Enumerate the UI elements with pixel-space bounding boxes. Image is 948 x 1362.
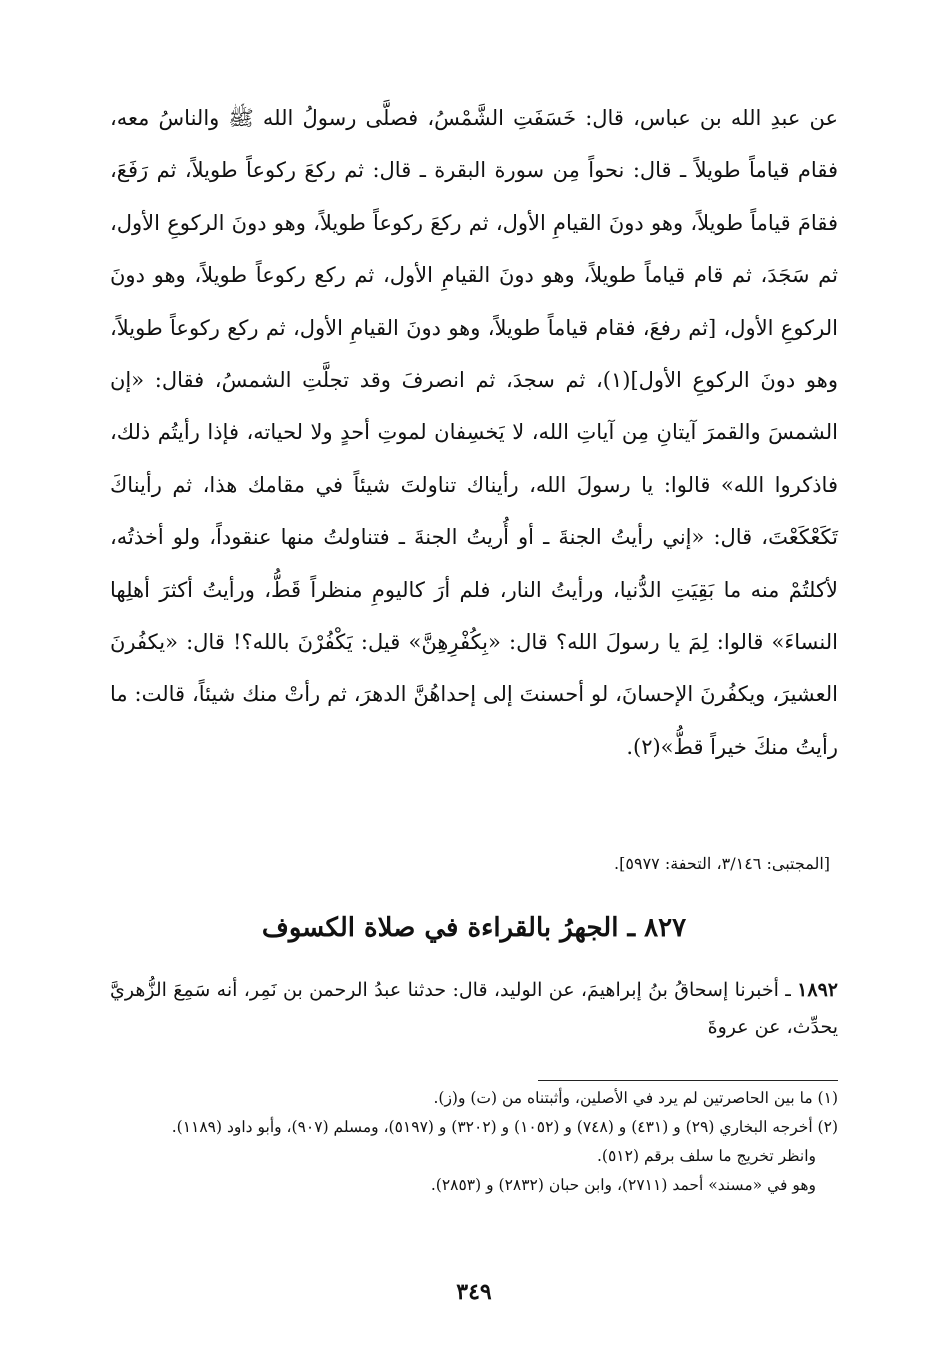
footnote-divider <box>538 1080 838 1081</box>
source-reference: [المجتبى: ٣/١٤٦، التحفة: ٥٩٧٧]. <box>614 854 830 873</box>
footnote-2: (٢) أخرجه البخاري (٢٩) و (٤٣١) و (٧٤٨) و (١٠٥٢) و (٣٢٠٢) و (٥١٩٧)، ومسلم (٩٠٧)، وأبو داود (١١٨٩). <box>171 1118 838 1136</box>
hadith-number: ١٨٩٢ <box>797 979 838 1001</box>
chapter-heading: ٨٢٧ ـ الجهرُ بالقراءة في صلاة الكسوف <box>261 913 687 943</box>
footnotes-list <box>110 1084 838 1200</box>
footnote-2-note-a: وانظر تخريج ما سلف برقم (٥١٢). <box>597 1147 816 1165</box>
page-number: ٣٤٩ <box>456 1279 492 1305</box>
footnote-2-note-b: وهو في «مسند» أحمد (٢٧١١)، وابن حبان (٢٨٣٢) و (٢٨٥٣). <box>430 1176 816 1194</box>
hadith-paragraph <box>110 972 838 1046</box>
hadith-chain-text: ـ أخبرنا إسحاقُ بنُ إبراهيمَ، عن الوليد، قال: حدثنا عبدُ الرحمن بن نَمِر، أنه سَمِعَ الزُّهريَّ يحدِّث، عن عروةَ <box>110 979 838 1038</box>
footnote-1: (١) ما بين الحاصرتين لم يرد في الأصلين، وأثبتناه من (ت) و(ز). <box>433 1089 838 1107</box>
hadith-body-text: عن عبدِ الله بن عباس، قال: خَسَفَتِ الشَّمْسُ، فصلَّى رسولُ الله ﷺ والناسُ معه، فقام قياماً طويلاً ـ قال: نحواً مِن سورة البقرة ـ قال: ثم ركعَ ركوعاً طويلاً، ثم رَفَعَ، فقامَ قياماً طويلاً، وهو دونَ القيامِ الأول، ثم ركعَ ركوعاً طويلاً، وهو دونَ الركوعِ الأول، ثم سَجَدَ، ثم قام قياماً طويلاً، وهو دونَ القيامِ الأول، ثم ركع ركوعاً طويلاً، وهو دونَ الركوعِ الأول، [ثم رفعَ، فقام قياماً طويلاً، وهو دونَ القيامِ الأول، ثم ركع ركوعاً طويلاً، وهو دونَ الركوعِ الأول](١)، ثم سجدَ، ثم انصرفَ وقد تجلَّتِ الشمسُ، فقال: «إن الشمسَ والقمرَ آيتانِ مِن آياتِ الله، لا يَخسِفان لموتِ أحدٍ ولا لحياته، فإذا رأيتُم ذلك، فاذكروا الله» قالوا: يا رسولَ الله، رأيناك تناولتَ شيئاً في مقامك هذا، ثم رأيناكَ تَكَعْكَعْتَ، قال: «إني رأيتُ الجنةَ ـ أو أُريتُ الجنةَ ـ فتناولتُ منها عنقوداً، ولو أخذتُه، لأكلتُمْ منه ما بَقِيَتِ الدُّنيا، ورأيتُ النار، فلم أرَ كاليومِ منظراً قَطُّ، ورأيتُ أكثرَ أهلِها النساءَ» قالوا: لِمَ يا رسولَ الله؟ قال: «بِكُفْرِهِنَّ» قيل: يَكْفُرْنَ بالله؟! قال: «يكفُرنَ العشيرَ، ويكفُرنَ الإحسانَ، لو أحسنتَ إلى إحداهُنَّ الدهرَ، ثم رأتْ منك شيئاً، قالت: ما رأيتُ منكَ خيراً قطُّ»(٢). <box>110 106 838 759</box>
